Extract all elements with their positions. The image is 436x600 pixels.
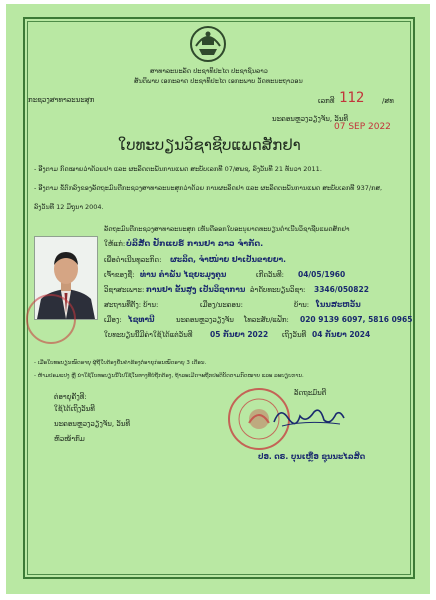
district-label: ເມືອງ: [104,316,122,324]
license-value: 3346/050822 [314,285,369,294]
reference-2: - ອີງຕາມ ຂໍ້ຕົກລົງຂອງລັດຖະມົນຕີກະຊວງສາທາລະນະສຸກວ່າດ້ວຍ ການຜະລິດຢາ ແລະ ຜະລິດຕະພັນການແພດ ສະບັບເລກທີ 937/ກສ, [34,184,383,192]
photo-seal-stamp [26,294,76,344]
national-emblem-icon [188,24,228,64]
ministry-label: ກະຊວງສາທາລະນະສຸກ [28,96,95,104]
license-label: ລຳດັບທະບຽນວິຊາ: [250,286,306,294]
validity-label: ໃບທະບຽນນີ້ມີຄ່າໃຊ້ໄດ້ແຕ່ວັນທີ [104,331,193,339]
receipt-line-4: ຫົວໜ້າກົມ [54,435,85,443]
note-1: - ເມື່ອໃບທະບຽນໝົດອາຍຸ ຜູ້ຖືໃບຕ້ອງຍື່ນຄຳຮ້ອງຕໍ່ອາຍຸກ່ອນໝົດອາຍຸ 3 ເດືອນ. [34,360,207,366]
reference-1: - ອີງຕາມ ກົດໝາຍວ່າດ້ວຍຢາ ແລະ ຜະລິດຕະພັນການແພດ ສະບັບເລກທີ 07/ສພຊ, ລົງວັນທີ 21 ທັນວາ 2011. [34,165,322,173]
given-to-label: ໃຫ້ແກ່: [104,240,126,248]
number-value: 112 [339,90,365,106]
valid-to-value: 04 ກັນຍາ 2024 [312,330,371,339]
reference-3: ລົງວັນທີ 12 ມິຖຸນາ 2004. [34,203,104,211]
province-label: ນະຄອນຫຼວງວຽງຈັນ [176,316,234,324]
receipt-line-2: ໃຊ້ໄດ້ເຖິງວັນທີ [54,405,95,413]
intro-text: ລັດຖະມົນຕີກະຊວງສາທາລະນະສຸກ ເຫັນດີອອກໃບອະນຸຍາດທະບຽນດຳເນີນວິຊາຊີບແພດສັກຢາ [104,225,350,233]
receipt-line-3: ນະຄອນຫຼວງວຽງຈັນ, ວັນທີ [54,420,130,428]
name-label: ເຈົ້າຂອງຊື່: [104,271,135,279]
number-suffix: /ສທ [382,97,394,105]
qualification-label: ວິຊາສະເພາະ: [104,286,145,294]
dob-value: 04/05/1960 [298,270,346,279]
signer-name: ປອ. ດຣ. ບຸນເຫຼື່ອ ຊຸນນະໄລສິດ [258,452,366,461]
dob-label: ເກີດວັນທີ: [256,271,284,279]
given-to-value: ບໍລິສັດ ຢັກແບຣ໌ ການຢາ ລາວ ຈຳກັດ. [126,239,264,248]
place-date-label: ນະຄອນຫຼວງວຽງຈັນ, ວັນທີ [272,115,348,123]
signature-scribble-icon [270,402,348,432]
receipt-line-1: ຕ່ອາຍຸຄັ້ງທີ: [54,393,87,401]
note-2: - ຫ້າມປອມແປງ ຫຼື ນຳໃຊ້ໃບທະບຽນນີ້ໄປໃຊ້ໃນທາງທີ່ບໍ່ຖືກຕ້ອງ, ຖ້າລະເມີດຈະຖືກປະຕິບັດຕາມກົດໝາຍ ແລະ ລະບຽບການ. [34,373,304,379]
signature-title: ລັດຖະມົນຕີ [294,389,327,397]
district-value: ໄຊທານີ [128,315,155,324]
date-stamp: 07 SEP 2022 [334,122,391,132]
certificate-title: ໃບທະບຽນວິຊາຊີບແພດສັກຢາ [118,136,301,154]
purpose-value: ຜະລິດ, ຈຳໜ່າຍ ຢາເປັນຂາຍຍາ. [170,255,286,264]
address-mid-label: ເມືອງ/ນະຄອນ: [200,301,243,309]
village-label: ບ້ານ: [294,301,310,309]
purpose-label: ເພື່ອດຳເນີນທຸລະກິດ: [104,256,162,264]
phone-label: ໂທລະສັບ/ແຟັກ: [244,316,289,324]
number-label: ເລກທີ [318,97,335,105]
address-label: ສະຖານທີ່ຕັ້ງ: ບ້ານ: [104,301,159,309]
qualification-value: ການຢາ ຂັ້ນສູງ ເປັນວິຊາການ [146,285,246,294]
valid-to-label: ເຖິງວັນທີ [282,331,307,339]
village-value: ໂນນສະຫວັນ [316,300,361,309]
phone-value: 020 9139 6097, 5816 0965 [300,315,413,324]
republic-line: ສາທາລະນະລັດ ປະຊາທິປະໄຕ ປະຊາຊົນລາວ [150,67,268,75]
motto-line: ສັນຕິພາບ ເອກະລາດ ປະຊາທິປະໄຕ ເອກະພາບ ວັດທະນະຖາວອນ [134,77,303,85]
name-value: ທ່ານ ຄຳພັນ ໄຊຍະມຸງຄຸນ [140,270,227,279]
valid-from-value: 05 ກັນຍາ 2022 [210,330,269,339]
